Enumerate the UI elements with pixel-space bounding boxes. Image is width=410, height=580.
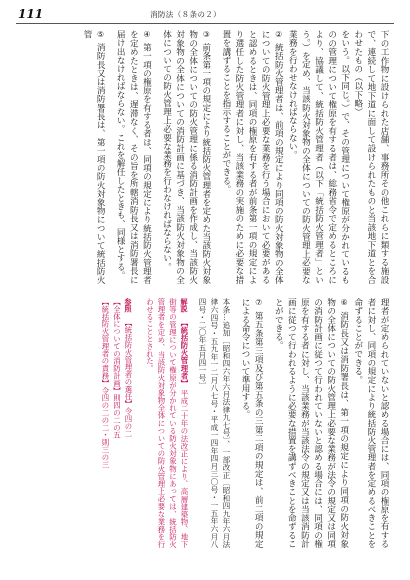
circled-number-7: ⑦ xyxy=(254,298,264,308)
reference-2: 【全体についての消防計画】則四の二の五 xyxy=(112,298,122,439)
commentary-title: 【統括防火管理者】 xyxy=(179,318,189,387)
reference-tag: 参照 xyxy=(123,298,133,313)
circled-number-6: ⑥ xyxy=(339,298,349,308)
top-text-block xyxy=(20,30,390,284)
reference-3: 【統括防火管理者の責務】令四の二の二・則三の三 xyxy=(100,298,110,469)
page-header xyxy=(0,0,410,24)
bottom-text-block xyxy=(20,298,390,548)
running-head: 消防法（８条の２） xyxy=(150,10,222,19)
paragraph-5: 消防長又は消防署長は、第一項の防火対象物について統括防火管 xyxy=(82,30,106,284)
commentary-body: 平成二十年の法改正により、高層建築物、地下街等の管理について権原が分かれている防火対象物にあっては、統括防火管理者を定め、当該防火対象物全体についての防火管理上必要な業務を行わせることとされた。 xyxy=(145,298,189,548)
paragraph-6: 消防長又は消防署長は、第一項の規定により同項の防火対象物の全体についての防火管理上必要な業務が法令の規定又は同項の消防計画に従つて行われていないと認める場合には、同項の権原を有する者に対し、当該業務が当該法令の規定又は当該消防計画に従つて行われるように必要な措置を講ずべきことを命ずることができる。 xyxy=(273,298,349,548)
paragraph-3: 前条第一項の規定により統括防火管理者を定めた当該防火対象物の全体についての防火管理に係る消防計画を作成し、当該防火対象物の全体についての消防計画に基づき、当該防火対象物の全体についての防火管理上必要な業務を行わなければならない。 xyxy=(161,30,211,284)
page-number: 111 xyxy=(18,7,44,21)
circled-number-3: ③ xyxy=(201,30,211,40)
circled-number-2: ② xyxy=(274,30,284,40)
paragraph-2: 統括防火管理者は、前項の規定により同項の防火対象物の全体についての防火管理上必要な業務を行う場合において必要があると認めるときは、同項の権原を有する者が前条第一項の規定により選任した防火管理者に対し、当該業務の実施のために必要な措置を講ずることを指示することができる。 xyxy=(220,30,284,284)
circled-number-5: ⑤ xyxy=(96,30,106,40)
continued-paragraph: 理者が定められていないと認める場合には、同項の権原を有する者に対し、同項の規定により統括防火管理者を定めるべきことを命ずることができる。 xyxy=(352,298,389,548)
reference-1: 【統括防火管理者の選任】令四の二 xyxy=(123,318,133,438)
paragraph-4: 第一項の権原を有する者は、同項の規定により統括防火管理者を定めたときは、遅滞なく、その旨を所轄消防長又は消防署長に届け出なければならない。これを解任したときも、同様とする。 xyxy=(115,30,152,284)
commentary-tag: 解説 xyxy=(179,298,189,313)
paragraph-7: 第五条第三項及び第五条の三第二項の規定は、前二項の規定による命令について準用する。 xyxy=(240,298,264,548)
circled-number-4: ④ xyxy=(142,30,152,40)
body-paragraph-1b: をいう。以下同じ。）で、その管理について権原が分かれているものの管理について権原を有する者は、総務省令で定めるところにより、協議して、統括防火管理者（以下「統括防火管理者」という。）を定め、当該防火対象物の全体についての防火管理上必要な業務を行わせなければならない。 xyxy=(287,30,350,284)
amendment-history: 本条…追加〔昭和四六年六月法律九七号〕、一部改正〔昭和四九年六月法律六四号・五九年一二月八七号・平成一四年四月三〇号・一五年六月八四号・二〇年五月四一号〕 xyxy=(197,298,231,548)
header-rule xyxy=(16,23,394,24)
body-paragraph-1: 下の工作物に設けられた店舗、事務所その他これらに類する施設で、連続して地下道に面して設けられたものと当該地下道とを合わせたもの（以下略） xyxy=(352,30,389,284)
